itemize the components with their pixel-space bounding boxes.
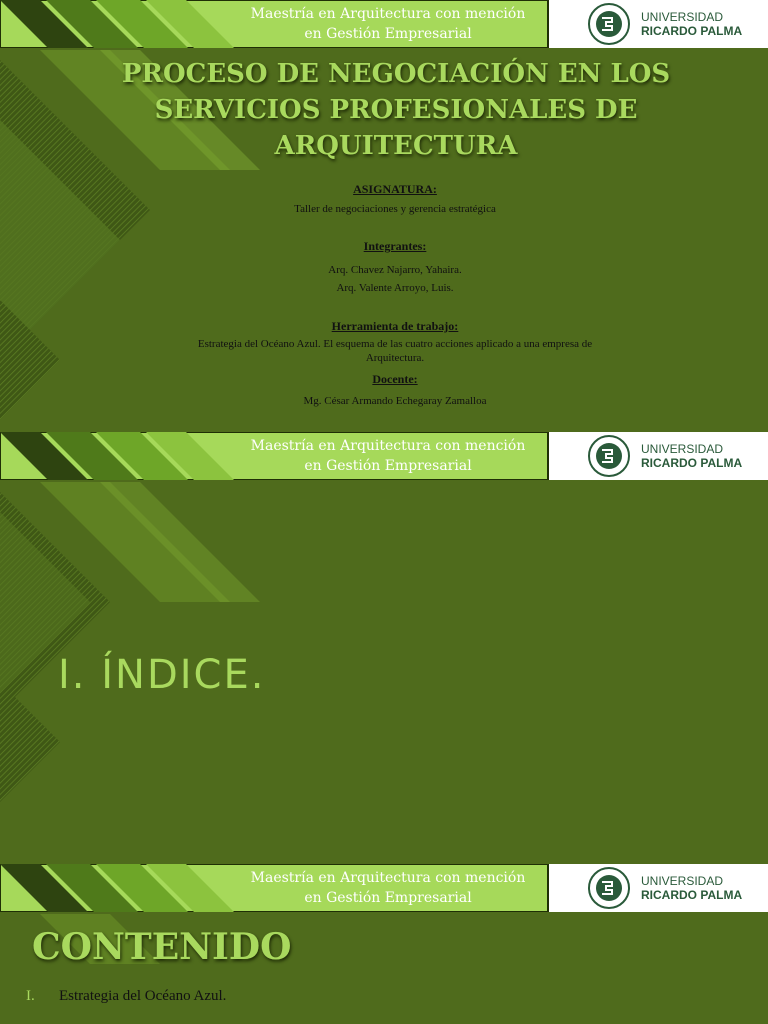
integrantes-heading: Integrantes: [363, 239, 427, 253]
university-line-2: RICARDO PALMA [641, 24, 743, 38]
docente-heading: Docente: [372, 372, 418, 386]
decorative-stripes [0, 432, 768, 864]
program-line-2: en Gestión Empresarial [304, 458, 472, 474]
docente-value: Mg. César Armando Echegaray Zamalloa [303, 395, 487, 407]
asignatura-heading: ASIGNATURA: [353, 182, 437, 196]
program-line-2: en Gestión Empresarial [304, 26, 472, 42]
program-name [228, 436, 548, 476]
program-name [228, 868, 548, 908]
university-seal-icon [585, 2, 633, 46]
university-line-2: RICARDO PALMA [641, 888, 743, 902]
university-seal-icon [585, 866, 633, 910]
list-item-number: I. [26, 988, 35, 1004]
university-line-1: UNIVERSIDAD [641, 874, 724, 888]
slide-title [0, 0, 768, 432]
program-line-1: Maestría en Arquitectura con mención [250, 438, 526, 454]
university-line-1: UNIVERSIDAD [641, 10, 724, 24]
header-banner [0, 432, 768, 482]
university-line-2: RICARDO PALMA [641, 456, 743, 470]
presentation-title: PROCESO DE NEGOCIACIÓN EN LOS SERVICIOS PROFESIONALES DE ARQUITECTURA [121, 59, 671, 161]
slide-index [0, 432, 768, 864]
university-logo [548, 864, 768, 912]
contents-heading: CONTENIDO [32, 926, 292, 968]
section-heading: I. ÍNDICE. [58, 652, 266, 698]
list-item [26, 988, 226, 1005]
university-logo [548, 432, 768, 480]
list-item-text: Estrategia del Océano Azul. [59, 988, 227, 1004]
program-line-2: en Gestión Empresarial [304, 890, 472, 906]
program-name [228, 4, 548, 44]
banner-stripes [0, 432, 240, 480]
header-banner [0, 864, 768, 914]
banner-stripes [0, 864, 240, 912]
university-logo [548, 0, 768, 48]
herramienta-value: Estrategia del Océano Azul. El esquema de las cuatro acciones aplicado a una empresa de Arquitectura. [197, 338, 593, 364]
integrante-2: Arq. Valente Arroyo, Luis. [336, 282, 454, 294]
banner-stripes [0, 0, 240, 48]
asignatura-value: Taller de negociaciones y gerencia estratégica [294, 203, 496, 215]
integrante-1: Arq. Chavez Najarro, Yahaira. [328, 264, 462, 276]
university-seal-icon [585, 434, 633, 478]
header-banner [0, 0, 768, 50]
university-line-1: UNIVERSIDAD [641, 442, 724, 456]
slide-contents [0, 864, 768, 1024]
herramienta-heading: Herramienta de trabajo: [331, 319, 459, 333]
program-line-1: Maestría en Arquitectura con mención [250, 6, 526, 22]
program-line-1: Maestría en Arquitectura con mención [250, 870, 526, 886]
